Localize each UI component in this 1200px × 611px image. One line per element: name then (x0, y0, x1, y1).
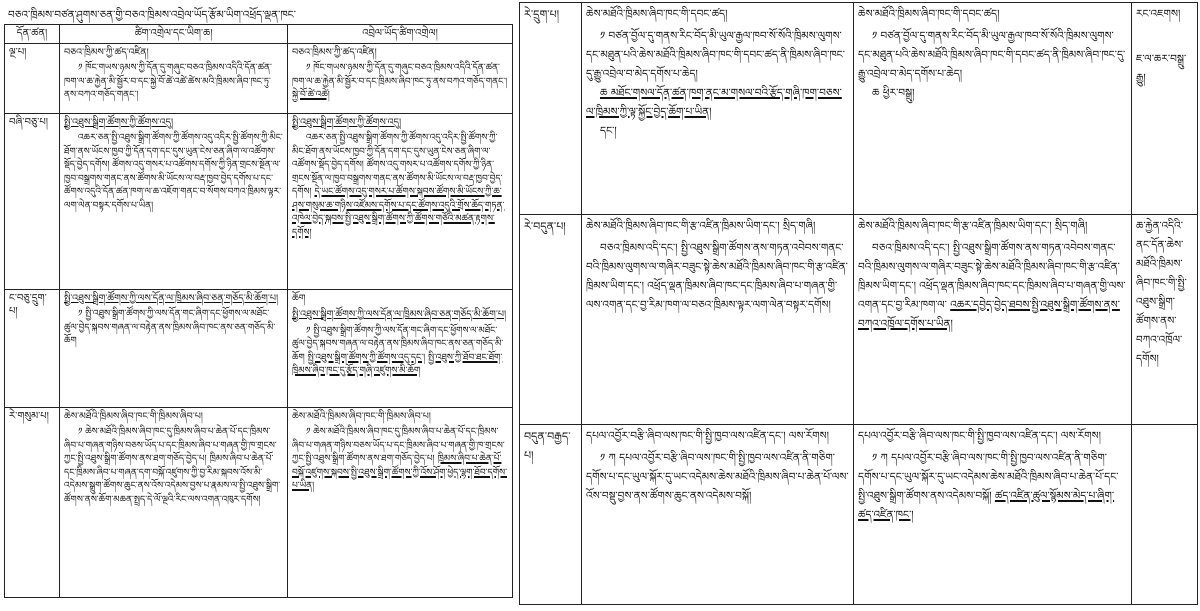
comparison-table-left (4, 24, 513, 598)
article-subclause: ཆ མཐོང་གསལ་དོན་ཚན་ཁག་ནང་མ་གསལ་བའི་རྩོད་གཞི་ཁག་བཅས་ལ་ཁྲིམས་ཀྱི་ལྟ་སྐྱོང་བྱེད་ཆོག་པ་ཡིན། (586, 87, 842, 118)
underlined-amendment: སྐྱེ་བོ་ཚེ་འཚེ། (292, 90, 330, 100)
article-body: ༡ ཆེས་མཐོའི་ཁྲིམས་ཞིབ་ཁང་དུ་ཁྲིམས་ཞིབ་པ་ཆེན་པོ་དང་ཁྲིམས་ཞིབ་པ་གཞན་གཉིས་བཅས་ཡོད་པ་དང་ཁྲིམས་ཞིབ་པ་གཞན་གྱི་ཁ་གྲངས་ཀྱང་སྤྱི་འཐུས་སྒྲིག་ཚོགས་ནས་ཐག་གཅོད་བྱེད་པ། ཁྲིམས་ཞིབ་པ་ཆེན་པོ་དང་ཁྲིམས་ཞིབ་པ་གཞན་དག་བསྐོ་འཛུགས་ཀྱི་བྱ་རིམ་སྐབས་འོས་མི་འདེམས་སྒྲུག་ཚོགས་ཆུང་ནས་འོས་འདེམས་བྱས་པ་རྣམས་ལ་སྤྱི་འཐུས་སྒྲིག་ཚོགས་ནས་ཆོག་མཆན་སྤྲད་དེ་ལོ་ལྔའི་རིང་ལས་འགན་འཁུར་དགོས། (64, 427, 281, 505)
article-number: རེ་གསུམ་པ། (5, 407, 60, 597)
article-body: ༡ སྤྱི་འཐུས་སྒྲིག་ཚོགས་ཀྱི་ལས་དོན་གང་ཞིག་དང་ཕྱོགས་ལ་མཐོང་ཚུལ་བྱེད་སྐབས་གཞན་ལ་བརྟེན་ནས་ཁྲིམས་ཞིབ་ཁང་ནས་ཅན་གཅོད་མི་ཆོག (64, 309, 276, 346)
article-heading: སྤྱི་འཐུས་སྒྲིག་ཚོགས་ཀྱི་ཚོགས་འདུ། (292, 116, 402, 128)
article-heading: ཆེས་མཐོའི་ཁྲིམས་ཞིབ་ཁང་གི་རྩ་འཛིན་ཁྲིམས་ཡིག་དང་། སྲིད་གཞི། (586, 220, 816, 232)
article-number: བདུན་བརྒྱད་པ། (520, 425, 582, 605)
original-text-cell (60, 407, 288, 597)
article-number: ལྔ་པ། (5, 43, 60, 113)
article-body: ༡ བཙན་བྱོལ་དུ་གནས་རིང་བོད་མི་ཡུལ་རྒྱལ་ཁབ་སོ་སོའི་ཁྲིམས་ལུགས་དང་མཐུན་པའི་ཆེས་མཐོའི་ཁྲིམས་ཞིབ་ཁང་གི་དབང་ཚད་ནི་ཁྲིམས་ཞིབ་ཁང་དུ་རྒྱུ་འབྲེལ་བ་མེད་དགོས་པ་ཆེད། (586, 30, 845, 80)
table-header-row (5, 25, 513, 44)
amended-text-cell (288, 289, 513, 407)
table-row (5, 43, 513, 113)
table-row (5, 407, 513, 597)
underlined-amendment: འཆར་དབྱེད་བྱེད་ཐབས་སྤྱི་འཐུས་སྒྲིག་ཚོགས་ནས་བཀའ་འཁྲོལ་དགོས་པ་ཡིན། (858, 299, 1120, 330)
article-heading: དཔལ་འབྱོར་བརྩི་ཞིབ་ལས་ཁང་གི་སྤྱི་ཁྱབ་ལས་འཛིན་དང་། ལས་རོགས། (858, 430, 1101, 442)
remark-text: ཇ་ལ་ཆར་བསྒྲུ་རྒྱུ། (1136, 53, 1187, 84)
article-heading: ཆེས་མཐོའི་ཁྲིམས་ཞིབ་ཁང་གི་དབང་ཚད། (586, 8, 728, 20)
header-original: ཚིག་འགྲེལ་དང་ཡིག་ཆ། (60, 25, 288, 44)
amended-text-cell (288, 113, 513, 289)
original-text-cell (60, 43, 288, 113)
article-body: བཅའ་ཁྲིམས་འདི་དང་། སྤྱི་འཐུས་སྒྲིག་ཚོགས་ནས་གཏན་འབེབས་གནང་བའི་ཁྲིམས་ལུགས་ལ་གཞིར་བཟུང་སྟེ་ཆེས་མཐོའི་ཁྲིམས་ཞིབ་ཁང་གི་རྩ་འཛིན་ཁྲིམས་ཡིག་དང་། འཕྲོད་ལྡན་ཁྲིམས་ཞིབ་ཁང་དང་ཁྲིམས་ཞིབ་པ་གཞན་གྱི་ལས་འགན་དང་བྱ་རིམ་ཁག་ལ་བཅའ་ཁྲིམས་ལྟར་ལག་ལེན་བསྟར་དགོས། (586, 242, 848, 311)
article-body-wrap (858, 239, 1127, 334)
continuation-text: དང་། (600, 125, 617, 137)
article-body-wrap (292, 325, 508, 379)
underlined-amendment: སྤྱི་འཐུས་སྒྲིག་ཚོགས་ཀྱི་ཚོགས་འདུ་དང་། སྤྱི་འཐུས་ཀྱི་ཐོབ་ཐང་ཐོག་ཁྲིམས་ཞིབ་ཁང་དུ་རྩོད་གཞི་འཛུགས་མི་ཆོག (292, 352, 503, 376)
right-document-page (515, 0, 1200, 611)
article-body: བཅའ་ཁྲིམས་འདི་དང་། སྤྱི་འཐུས་སྒྲིག་ཚོགས་ནས་གཏན་འབེབས་གནང་བའི་ཁྲིམས་ལུགས་ལ་གཞིར་བཟུང་སྟེ་ཆེས་མཐོའི་ཁྲིམས་ཞིབ་ཁང་གི་རྩ་འཛིན་ཁྲིམས་ཡིག་དང་། འཕྲོད་ལྡན་ཁྲིམས་ཞིབ་ཁང་དང་ཁྲིམས་ཞིབ་པ་གཞན་གྱི་ལས་འགན་དང་བྱ་རིམ་ཁག་ལ་ (858, 242, 1126, 311)
article-subclause: ཆ ཕྱིར་བསྒྲུ། (872, 87, 915, 99)
amended-text-cell (854, 215, 1132, 425)
remark-text: ཆ་རྐྱེན་འདིའི་ནང་དོན་ཆེས་མཐོའི་ཁྲིམས་ཞིབ་ཁང་གི་སྤྱི་འཐུས་སྒྲིག་ཚོགས་ནས་བཀའ་འཁྲོལ་དགོས། (1136, 220, 1187, 365)
original-text-cell (582, 425, 854, 605)
article-body-wrap (858, 449, 1127, 525)
article-number: བཞི་བཅུ་པ། (5, 113, 60, 289)
article-body: ༡ ཆེས་མཐོའི་ཁྲིམས་ཞིབ་ཁང་དུ་ཁྲིམས་ཞིབ་པ་ཆེན་པོ་དང་ཁྲིམས་ཞིབ་པ་གཞན་གཉིས་བཅས་ཡོད་པ་དང་ཁྲིམས་ཞིབ་པ་གཞན་གྱི་ཁ་གྲངས་ཀྱང་སྤྱི་འཐུས་སྒྲིག་ཚོགས་ནས་ཐག་གཅོད་བྱེད་པ། (292, 427, 505, 464)
remarks-cell (1132, 425, 1198, 605)
table-row (520, 215, 1198, 425)
article-body-wrap (292, 62, 508, 103)
article-heading: སྤྱི་འཐུས་སྒྲིག་ཚོགས་ཀྱི་ལས་དོན་ལ་ཁྲིམས་ཞིབ་ཅན་གཅོད་མི་ཆོག་པ། (292, 309, 507, 320)
article-body-wrap (292, 426, 508, 494)
article-body: ༡ ཀ དཔལ་འབྱོར་བརྩི་ཞིབ་ལས་ཁང་གི་སྤྱི་ཁྱབ་ལས་འཛིན་ནི་གཅིག་དགོས་པ་དང་ཡུལ་སྐོར་དུ་ཡང་འདེམས་ཆེས་མཐོའི་ཁྲིམས་ཞིབ་པ་ཆེན་པོ་ལས་འོས་བསྡུ་བྱས་ནས་ཚོགས་ཆུང་ནས་འདེམས་བསྐོ། (586, 452, 849, 502)
article-body: འཆར་ཅན་སྤྱི་འཐུས་སྒྲིག་ཚོགས་ཀྱི་ཚོགས་འདུ་འདིར་སྤྱི་ཚོགས་ཀྱི་མིང་ཐོག་ནས་ཡོངས་ཁྱབ་ཀྱི་དོན་དག་དང་དུས་ཡུན་ངེས་ཅན་ཞིག་ལ་འཚོགས་སྡོད་བྱེད་དགོས། ཚོགས་འདུ་གསར་པ་འཚོགས་དགོས་ཀྱི་ཉིན་གྲངས་སྔོན་ལ་ཁྱབ་བསྒྲགས་གནང་ནས་ཚོགས་མི་ཡོངས་ལ་བརྡ་ཁྱབ་བྱེད་དགོས་པ་དང་ཚོགས་འདུའི་དོན་ཚན་ཁག་ལ་ཆ་འཇོག་གནང་བ་སོགས་བཀའ་ཁྲིམས་ལྟར་ལག་ལེན་བསྟར་དགོས་པ་ཡིན། (64, 133, 283, 211)
article-heading: སྤྱི་འཐུས་སྒྲིག་ཚོགས་ཀྱི་ཚོགས་འདུ། (64, 116, 174, 128)
continuation-text: ཆོག (292, 292, 306, 304)
article-heading: ཆེས་མཐོའི་ཁྲིམས་ཞིབ་ཁང་གི་ཁྲིམས་ཞིབ་པ། (64, 410, 203, 422)
amended-text-cell (854, 3, 1132, 215)
article-heading: སྤྱི་འཐུས་སྒྲིག་ཚོགས་ཀྱི་ལས་དོན་ལ་ཁྲིམས་ཞིབ་ཅན་གཅོད་མི་ཆོག་པ། (64, 292, 279, 304)
comparison-table-right (519, 2, 1198, 605)
header-amendment: འབྲེལ་ཡོད་ཚིག་འགྲེལ། (288, 25, 513, 44)
left-document-page (0, 0, 516, 611)
article-heading: དཔལ་འབྱོར་བརྩི་ཞིབ་ལས་ཁང་གི་སྤྱི་ཁྱབ་ལས་འཛིན་དང་། ལས་རོགས། (586, 430, 829, 442)
remark-text: རང་འཇགས། (1136, 8, 1181, 20)
amended-text-cell (854, 425, 1132, 605)
article-body: ༡ བཙན་བྱོལ་དུ་གནས་རིང་བོད་མི་ཡུལ་རྒྱལ་ཁབ་སོ་སོའི་ཁྲིམས་ལུགས་དང་མཐུན་པའི་ཆེས་མཐོའི་ཁྲིམས་ཞིབ་ཁང་གི་དབང་ཚད་ནི་ཁྲིམས་ཞིབ་ཁང་དུ་རྒྱུ་འབྲེལ་བ་མེད་དགོས་པ་ཆེད། (858, 30, 1126, 80)
article-body: ༡ ཁོང་གཡས་ཉམས་ཀྱི་དོན་དུ་གཞུང་བཅའ་ཁྲིམས་འདིའི་དོན་ཚན་ཁག་ལ་ཆ་རྐྱེན་མི་སྦྱོར་བ་དང་ཁྲིམས་ཞིབ་ཁང་ཏུ་ནས་བཀའ་གཅོད་གནང་། (292, 63, 508, 87)
table-row (520, 425, 1198, 605)
article-number: ང་བཅུ་དྲུག་པ། (5, 289, 60, 407)
article-body: ༡ ཀ དཔལ་འབྱོར་བརྩི་ཞིབ་ལས་ཁང་གི་སྤྱི་ཁྱབ་ལས་འཛིན་ནི་གཅིག་དགོས་པ་དང་ཡུལ་སྐོར་དུ་ཡང་འདེམས་ཆེས་མཐོའི་ཁྲིམས་ཞིབ་པ་ཆེན་པོ་དང་སྤྱི་འཐུས་སྒྲིག་ཚོགས་ནས་འདེམས་བསྐོ། (858, 452, 1119, 502)
article-heading: ཆེས་མཐོའི་ཁྲིམས་ཞིབ་ཁང་གི་ཁྲིམས་ཞིབ་པ། (292, 410, 431, 422)
article-heading: ཆེས་མཐོའི་ཁྲིམས་ཞིབ་ཁང་གི་དབང་ཚད། (858, 8, 1000, 20)
article-heading: ཆེས་མཐོའི་ཁྲིམས་ཞིབ་ཁང་གི་རྩ་འཛིན་ཁྲིམས་ཡིག་དང་། སྲིད་གཞི། (858, 220, 1088, 232)
amended-text-cell (288, 43, 513, 113)
article-number: རེ་དྲུག་པ། (520, 3, 582, 215)
document-title: བཅའ་ཁྲིམས་བཙན་ཤུགས་ཅན་གྱི་བཅའ་ཁྲིམས་འབྲེལ་ཡོད་རྩོམ་ཡིག་འཕྲོད་ལྡན་ཁང་ (8, 9, 296, 21)
table-row (5, 289, 513, 407)
underlined-amendment: ཚད་འཛིན་ཚུལ་སྙོམས་མེད་པ་ཞིག་ཚད་འཛིན་ཁང་། (858, 490, 1115, 521)
article-body: ༡ སྤྱི་འཐུས་སྒྲིག་ཚོགས་ཀྱི་ལས་དོན་གང་ཞིག་དང་ཕྱོགས་ལ་མཐོང་ཚུལ་བྱེད་སྐབས་གཞན་ལ་བརྟེན་ནས་ཁྲིམས་ཞིབ་ཁང་ནས་ཅན་གཅོད་མི་ཆོག (292, 325, 504, 363)
article-body-wrap (292, 132, 508, 240)
underlined-amendment: ཁྲིམས་ཞིབ་པ་ཆེན་པོ་བསྐོ་འཛུགས་སྐབས་སྤྱི་འཐུས་སྒྲིག་ཚོགས་ཀྱི་འོས་ཤོག་ཕྱེད་ལྷག་ཐོབ་དགོས་པ་ཡིན། (292, 454, 507, 491)
article-number: རེ་བདུན་པ། (520, 215, 582, 425)
amended-text-cell (288, 407, 513, 597)
underlined-amendment: དེ་ཡང་ཚོགས་འདུ་གསར་པ་ཚོགས་སྐབས་ཚོགས་མི་ཡོངས་ཀྱི་ཆ་ཤས་གསུམ་ཆ་གཉིས་འཛོམས་དགོས་པ་དང་ཚོགས་འདུའི་གྲོས་ཆོད་གཏན་འཁེལ་བྱེད་སྐབས་སྤྱི་འཐུས་སྒྲིག་ཚོགས་ཀྱི་ཚོགས་གཙོའི་མཚན་རྟགས་དགོས། (292, 187, 505, 238)
original-text-cell (60, 289, 288, 407)
original-text-cell (582, 3, 854, 215)
table-row (5, 113, 513, 289)
article-body: འཆར་ཅན་སྤྱི་འཐུས་སྒྲིག་ཚོགས་ཀྱི་ཚོགས་འདུ་འདིར་སྤྱི་ཚོགས་ཀྱི་མིང་ཐོག་ནས་ཡོངས་ཁྱབ་ཀྱི་དོན་དག་དང་དུས་ཡུན་ངེས་ཅན་ཞིག་ལ་འཚོགས་སྡོད་བྱེད་དགོས། ཚོགས་འདུ་གསར་པ་འཚོགས་དགོས་ཀྱི་ཉིན་གྲངས་སྔོན་ལ་ཁྱབ་བསྒྲགས་གནང་ནས་ཚོགས་མི་ཡོངས་ལ་བརྡ་ཁྱབ་བྱེད་དགོས། (292, 133, 503, 197)
article-heading: བཅའ་ཁྲིམས་ཀྱི་ཚད་འཛིན། (292, 46, 377, 58)
remarks-cell (1132, 215, 1198, 425)
header-article: དོན་ཚན། (5, 25, 60, 44)
original-text-cell (60, 113, 288, 289)
article-body: ༡ ཁོང་གཡས་ཉམས་ཀྱི་དོན་དུ་གཞུང་བཅའ་ཁྲིམས་འདིའི་དོན་ཚན་ཁག་ལ་ཆ་རྐྱེན་མི་སྦྱོར་བ་དང་སྐྱེ་བོ་ཚེ་འཚེ་ཚེས་མའི་ཁྲིམས་ཞིབ་ཁང་ཏུ་ནས་བཀའ་གཅོད་གནང་། (64, 63, 272, 100)
table-row (520, 3, 1198, 215)
article-heading: བཅའ་ཁྲིམས་ཀྱི་ཚད་འཛིན། (64, 46, 149, 58)
original-text-cell (582, 215, 854, 425)
remarks-cell (1132, 3, 1198, 215)
